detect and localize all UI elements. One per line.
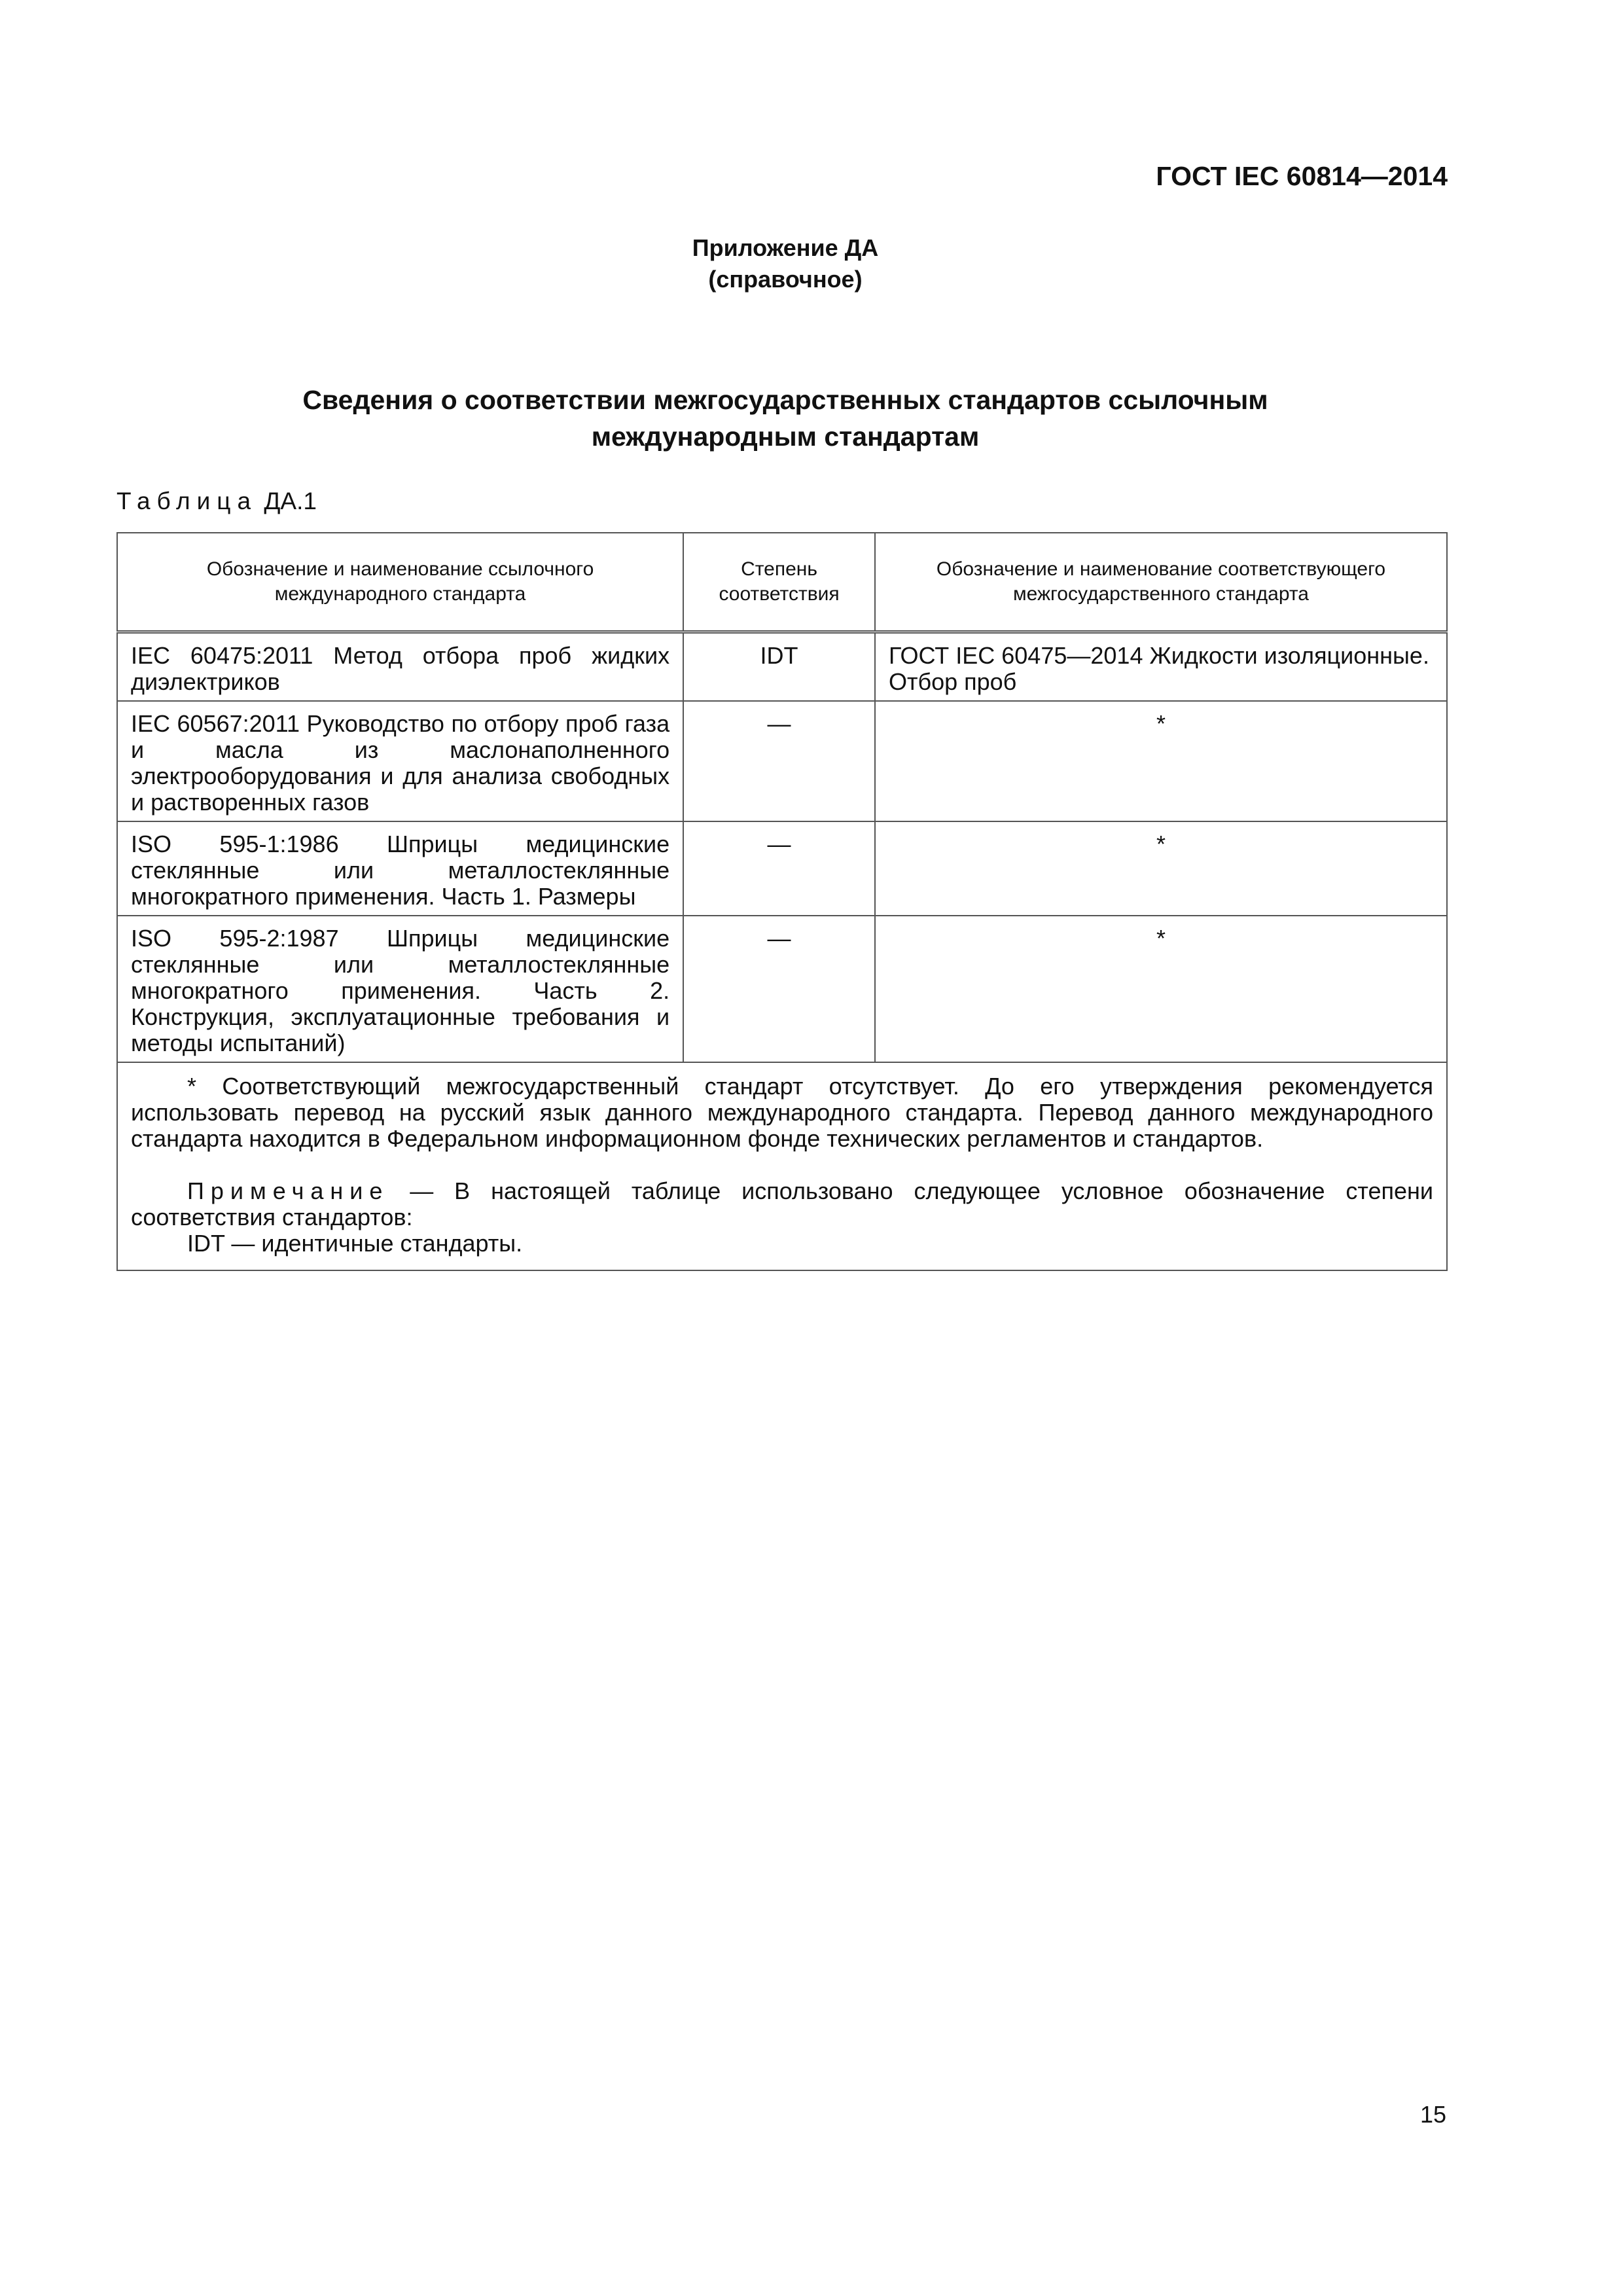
appendix-status: (справочное) xyxy=(708,266,863,293)
cell-standard: ISO 595-2:1987 Шприцы медицинские стеклянные или металлостеклянные многократного применения. Часть 2. Конструкция, эксплуатационные требования и методы испытаний) xyxy=(117,916,683,1062)
header-degree: Степень соответствия xyxy=(683,533,875,632)
table-row xyxy=(117,916,1447,1062)
note-item: IDT — идентичные стандарты. xyxy=(187,1230,523,1257)
table-caption-prefix: Таблица xyxy=(116,488,258,514)
appendix-heading xyxy=(59,232,1512,295)
cell-degree: — xyxy=(683,916,875,1062)
cell-equivalent: * xyxy=(875,701,1447,821)
cell-standard: ISO 595-1:1986 Шприцы медицинские стеклянные или металлостеклянные многократного применения. Часть 1. Размеры xyxy=(117,821,683,916)
cell-equivalent: * xyxy=(875,916,1447,1062)
section-title xyxy=(118,382,1453,455)
cell-degree: — xyxy=(683,701,875,821)
correspondence-table xyxy=(116,532,1448,1271)
note-text: — В настоящей таблице использовано следующее условное обозначение степени соответствия стандартов: xyxy=(131,1177,1433,1230)
table-row xyxy=(117,821,1447,916)
table-footer-row xyxy=(117,1062,1447,1270)
table-caption-id: ДА.1 xyxy=(264,488,317,514)
table-caption xyxy=(116,488,317,515)
header-international-standard: Обозначение и наименование ссылочного международного стандарта xyxy=(117,533,683,632)
cell-degree: IDT xyxy=(683,632,875,702)
table-header-row xyxy=(117,533,1447,632)
appendix-title: Приложение ДА xyxy=(692,234,879,261)
table-note xyxy=(131,1178,1433,1230)
cell-standard: IEC 60567:2011 Руководство по отбору проб газа и масла из маслонаполненного электрооборудования и для анализа свободных и растворенных газов xyxy=(117,701,683,821)
document-code: ГОСТ IEC 60814—2014 xyxy=(1156,161,1448,191)
table-footnote: * Соответствующий межгосударственный стандарт отсутствует. До его утверждения рекомендуется использовать перевод на русский язык данного международного стандарта. Перевод данного международного стандарта находится в Федеральном информационном фонде технических регламентов и стандартов. xyxy=(131,1073,1433,1152)
table-row xyxy=(117,632,1447,702)
section-title-line-1: Сведения о соответствии межгосударственных стандартов ссылочным xyxy=(302,385,1268,415)
cell-degree: — xyxy=(683,821,875,916)
cell-equivalent: * xyxy=(875,821,1447,916)
table-footer xyxy=(117,1062,1447,1270)
cell-equivalent: ГОСТ IEC 60475—2014 Жидкости изоляционные. Отбор проб xyxy=(875,632,1447,702)
table-row xyxy=(117,701,1447,821)
page-number: 15 xyxy=(1419,2101,1446,2128)
header-interstate-standard: Обозначение и наименование соответствующего межгосударственного стандарта xyxy=(875,533,1447,632)
note-label: Примечание xyxy=(187,1177,389,1204)
cell-standard: IEC 60475:2011 Метод отбора проб жидких диэлектриков xyxy=(117,632,683,702)
section-title-line-2: международным стандартам xyxy=(591,422,980,452)
